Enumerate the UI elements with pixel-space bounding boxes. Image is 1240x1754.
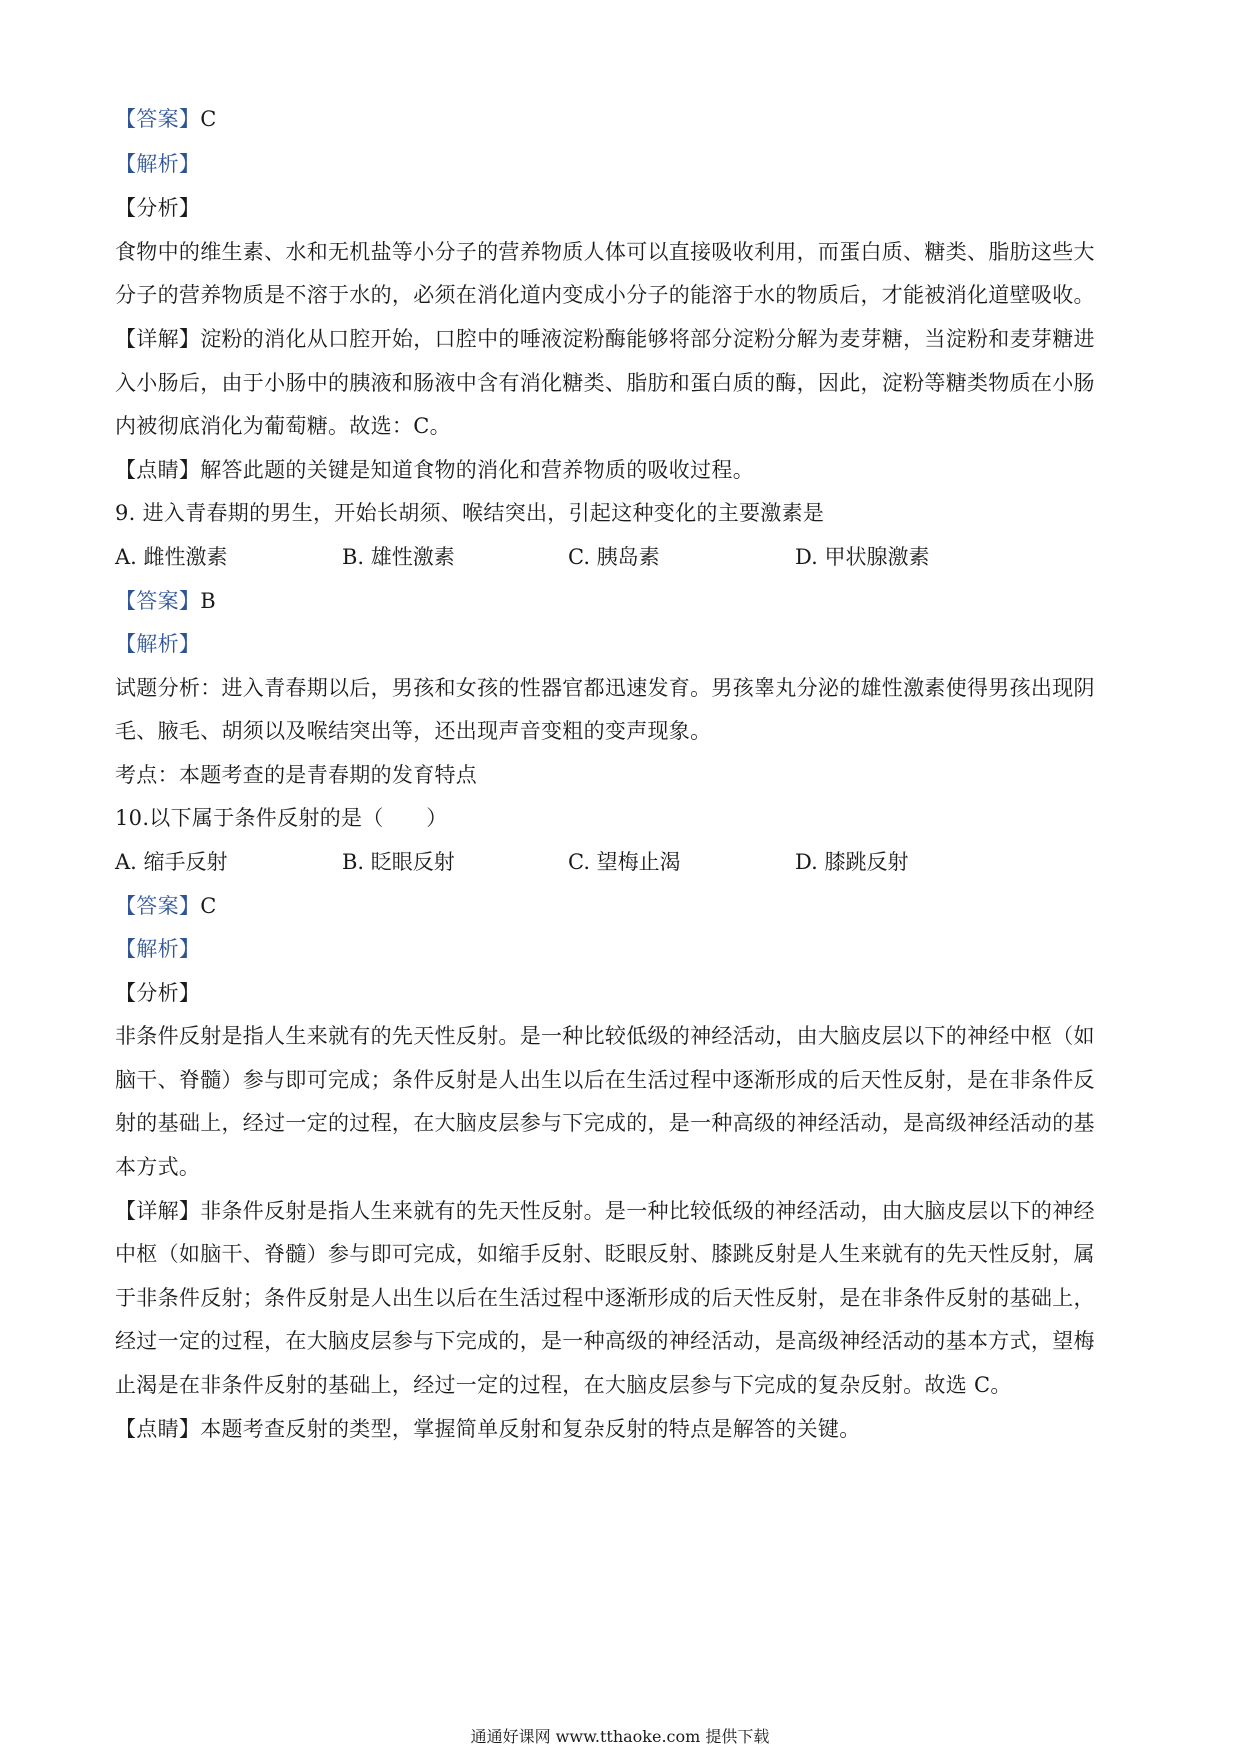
q10-dianjing-line (115, 1414, 1135, 1444)
q10-xiangjie-line: 中枢（如脑干、脊髓）参与即可完成，如缩手反射、眨眼反射、膝跳反射是人生来就有的先天性反射，属 (115, 1242, 1095, 1266)
answer-tag: 【答案】 (115, 589, 201, 613)
jiexi-tag: 【解析】 (115, 937, 201, 961)
q10-option-d: D. 膝跳反射 (795, 850, 909, 874)
q9-question: 9. 进入青春期的男生，开始长胡须、喉结突出，引起这种变化的主要激素是 (115, 501, 825, 525)
q10-fenxi-line: 本方式。 (115, 1155, 201, 1179)
q10-jiexi-heading (115, 934, 1135, 964)
answer-tag: 【答案】 (115, 894, 201, 918)
q8-jiexi-heading (115, 149, 1135, 179)
xiangjie-text: 非条件反射是指人生来就有的先天性反射。是一种比较低级的神经活动，由大脑皮层以下的神经 (200, 1199, 1095, 1223)
q10-option-a: A. 缩手反射 (115, 850, 228, 874)
q10-option-c: C. 望梅止渴 (568, 850, 681, 874)
q10-question: 10.以下属于条件反射的是（ ） (115, 806, 448, 830)
q8-fenxi-line: 分子的营养物质是不溶于水的，必须在消化道内变成小分子的能溶于水的物质后，才能被消化道壁吸收。 (115, 283, 1095, 307)
dianjing-text: 解答此题的关键是知道食物的消化和营养物质的吸收过程。 (200, 458, 755, 482)
q8-xiangjie-line: 内被彻底消化为葡萄糖。故选：C。 (115, 414, 451, 438)
q10-xiangjie-line: 经过一定的过程，在大脑皮层参与下完成的，是一种高级的神经活动，是高级神经活动的基本方式，望梅 (115, 1329, 1095, 1353)
page-footer: 通通好课网 www.tthaoke.com 提供下载 (470, 1727, 770, 1746)
fenxi-tag: 【分析】 (115, 196, 201, 220)
dianjing-tag: 【点睛】 (115, 458, 201, 482)
q10-option-b: B. 眨眼反射 (342, 850, 455, 874)
q9-kaodian: 考点：本题考查的是青春期的发育特点 (115, 763, 478, 787)
q8-xiangjie-line: 入小肠后，由于小肠中的胰液和肠液中含有消化糖类、脂肪和蛋白质的酶，因此，淀粉等糖类物质在小肠 (115, 371, 1095, 395)
q10-xiangjie-line: 止渴是在非条件反射的基础上，经过一定的过程，在大脑皮层参与下完成的复杂反射。故选 C。 (115, 1373, 1012, 1397)
q8-dianjing-line (115, 455, 1135, 485)
answer-value: C (200, 107, 217, 131)
xiangjie-text: 淀粉的消化从口腔开始，口腔中的唾液淀粉酶能够将部分淀粉分解为麦芽糖，当淀粉和麦芽糖进 (200, 327, 1095, 351)
q8-fenxi-line: 食物中的维生素、水和无机盐等小分子的营养物质人体可以直接吸收利用，而蛋白质、糖类、脂肪这些大 (115, 240, 1095, 264)
q9-option-a: A. 雌性激素 (115, 545, 228, 569)
fenxi-tag: 【分析】 (115, 981, 201, 1005)
answer-value: B (200, 589, 216, 613)
q9-answer-line (115, 586, 1135, 616)
dianjing-text: 本题考查反射的类型，掌握简单反射和复杂反射的特点是解答的关键。 (200, 1417, 861, 1441)
q10-fenxi-line: 射的基础上，经过一定的过程，在大脑皮层参与下完成的，是一种高级的神经活动，是高级神经活动的基 (115, 1111, 1095, 1135)
q10-fenxi-line: 脑干、脊髓）参与即可完成；条件反射是人出生以后在生活过程中逐渐形成的后天性反射，是在非条件反 (115, 1068, 1095, 1092)
q8-fenxi-heading (115, 193, 1135, 223)
q10-fenxi-line: 非条件反射是指人生来就有的先天性反射。是一种比较低级的神经活动，由大脑皮层以下的神经中枢（如 (115, 1024, 1095, 1048)
xiangjie-tag: 【详解】 (115, 1199, 201, 1223)
dianjing-tag: 【点睛】 (115, 1417, 201, 1441)
q9-option-c: C. 胰岛素 (568, 545, 660, 569)
q8-xiangjie-line (115, 324, 1135, 354)
jiexi-tag: 【解析】 (115, 152, 201, 176)
answer-value: C (200, 894, 217, 918)
q9-analysis-line: 试题分析：进入青春期以后，男孩和女孩的性器官都迅速发育。男孩睾丸分泌的雄性激素使得男孩出现阴 (115, 676, 1095, 700)
q10-xiangjie-line: 于非条件反射；条件反射是人出生以后在生活过程中逐渐形成的后天性反射，是在非条件反射的基础上， (115, 1286, 1095, 1310)
jiexi-tag: 【解析】 (115, 632, 201, 656)
q10-answer-line (115, 891, 1135, 921)
q10-xiangjie-line (115, 1196, 1135, 1226)
q9-option-b: B. 雄性激素 (342, 545, 455, 569)
q9-option-d: D. 甲状腺激素 (795, 545, 930, 569)
q9-jiexi-heading (115, 629, 1135, 659)
xiangjie-tag: 【详解】 (115, 327, 201, 351)
q10-fenxi-heading (115, 978, 1135, 1008)
q9-analysis-line: 毛、腋毛、胡须以及喉结突出等，还出现声音变粗的变声现象。 (115, 719, 712, 743)
answer-tag: 【答案】 (115, 107, 201, 131)
q8-answer-line (115, 104, 1135, 134)
